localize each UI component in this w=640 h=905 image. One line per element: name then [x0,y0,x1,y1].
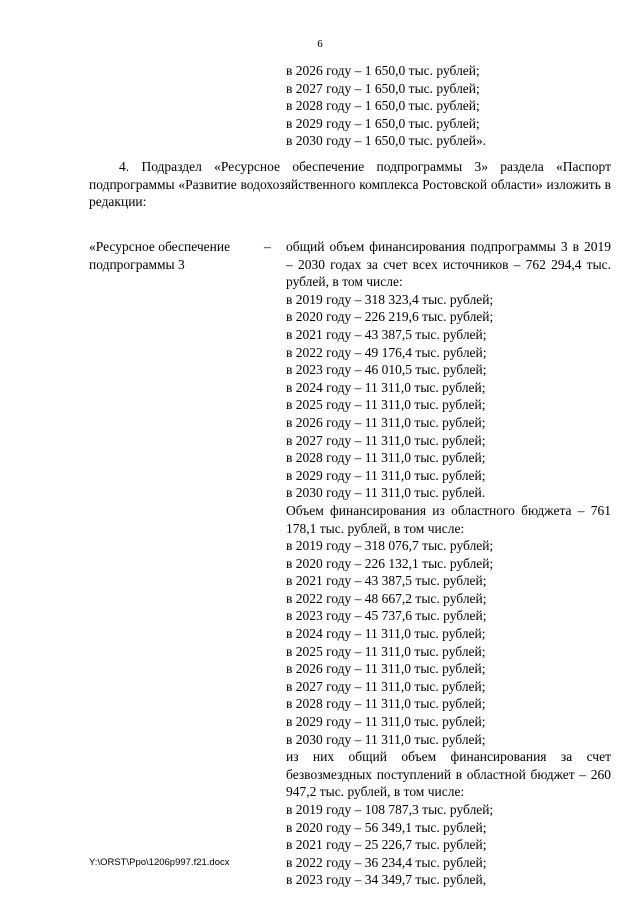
total-funding-line: в 2023 году – 46 010,5 тыс. рублей; [286,362,487,378]
label-dash: – [264,239,271,254]
grants-funding-line: в 2023 году – 34 349,7 тыс. рублей, [286,872,487,888]
total-funding-line: в 2027 году – 11 311,0 тыс. рублей; [286,432,486,448]
grants-funding-line: в 2022 году – 36 234,4 тыс. рублей; [286,854,487,870]
total-funding-line: в 2029 году – 11 311,0 тыс. рублей; [286,467,486,483]
resource-details [286,238,611,889]
total-funding-intro: общий объем финансирования подпрограммы 3 в 2019 – 2030 годах за счет всех источников – 762 294,4 тыс. рублей, в том числе: [286,239,611,290]
total-funding-line: в 2026 году – 11 311,0 тыс. рублей; [286,414,486,430]
regional-funding-line: в 2023 году – 45 737,6 тыс. рублей; [286,608,487,624]
regional-funding-line: в 2029 году – 11 311,0 тыс. рублей; [286,714,486,730]
page-number: 6 [317,38,323,50]
funding-line: в 2030 году – 1 650,0 тыс. рублей». [286,133,487,149]
total-funding-line: в 2030 году – 11 311,0 тыс. рублей. [286,485,486,501]
total-funding-line: в 2024 году – 11 311,0 тыс. рублей; [286,379,486,395]
regional-funding-line: в 2024 году – 11 311,0 тыс. рублей; [286,626,486,642]
funding-line: в 2029 году – 1 650,0 тыс. рублей; [286,115,480,131]
grants-funding-line: в 2020 году – 56 349,1 тыс. рублей; [286,819,487,835]
total-funding-line: в 2028 году – 11 311,0 тыс. рублей; [286,450,486,466]
regional-funding-line: в 2026 году – 11 311,0 тыс. рублей; [286,661,486,677]
grants-funding-line: в 2019 году – 108 787,3 тыс. рублей; [286,802,494,817]
regional-funding-line: в 2025 году – 11 311,0 тыс. рублей; [286,643,486,659]
funding-line: в 2028 году – 1 650,0 тыс. рублей; [286,98,480,114]
total-funding-line: в 2021 году – 43 387,5 тыс. рублей; [286,326,487,342]
regional-funding-line: в 2022 году – 48 667,2 тыс. рублей; [286,590,487,606]
regional-funding-line: в 2020 году – 226 132,1 тыс. рублей; [286,555,494,571]
regional-funding-line: в 2030 году – 11 311,0 тыс. рублей; [286,731,486,747]
grants-funding-line: в 2021 году – 25 226,7 тыс. рублей; [286,837,487,853]
amendment-paragraph: 4. Подраздел «Ресурсное обеспечение подпрограммы 3» раздела «Паспорт подпрограммы «Развитие водохозяйственного комплекса Ростовской области» изложить в редакции: [89,159,611,210]
funding-line: в 2027 году – 1 650,0 тыс. рублей; [286,80,480,96]
document-file-path: Y:\ORST\Ppo\1206p997.f21.docx [89,857,230,868]
total-funding-line: в 2025 году – 11 311,0 тыс. рублей; [286,397,486,413]
funding-line: в 2026 году – 1 650,0 тыс. рублей; [286,63,480,78]
regional-funding-line: в 2019 году – 318 076,7 тыс. рублей; [286,538,494,554]
grants-funding-intro: из них общий объем финансирования за счет безвозмездных поступлений в областной бюджет – 260 947,2 тыс. рублей, в том числе: [286,749,611,800]
regional-funding-intro: Объем финансирования из областного бюджета – 761 178,1 тыс. рублей, в том числе: [286,502,611,536]
regional-funding-line: в 2027 году – 11 311,0 тыс. рублей; [286,678,486,694]
regional-funding-line: в 2028 году – 11 311,0 тыс. рублей; [286,696,486,712]
total-funding-line: в 2019 году – 318 323,4 тыс. рублей; [286,291,494,307]
previous-funding-tail [286,62,486,150]
resource-label: «Ресурсное обеспечение подпрограммы 3 [89,239,231,272]
total-funding-line: в 2022 году – 49 176,4 тыс. рублей; [286,344,487,360]
regional-funding-line: в 2021 году – 43 387,5 тыс. рублей; [286,573,487,589]
total-funding-line: в 2020 году – 226 219,6 тыс. рублей; [286,309,494,325]
